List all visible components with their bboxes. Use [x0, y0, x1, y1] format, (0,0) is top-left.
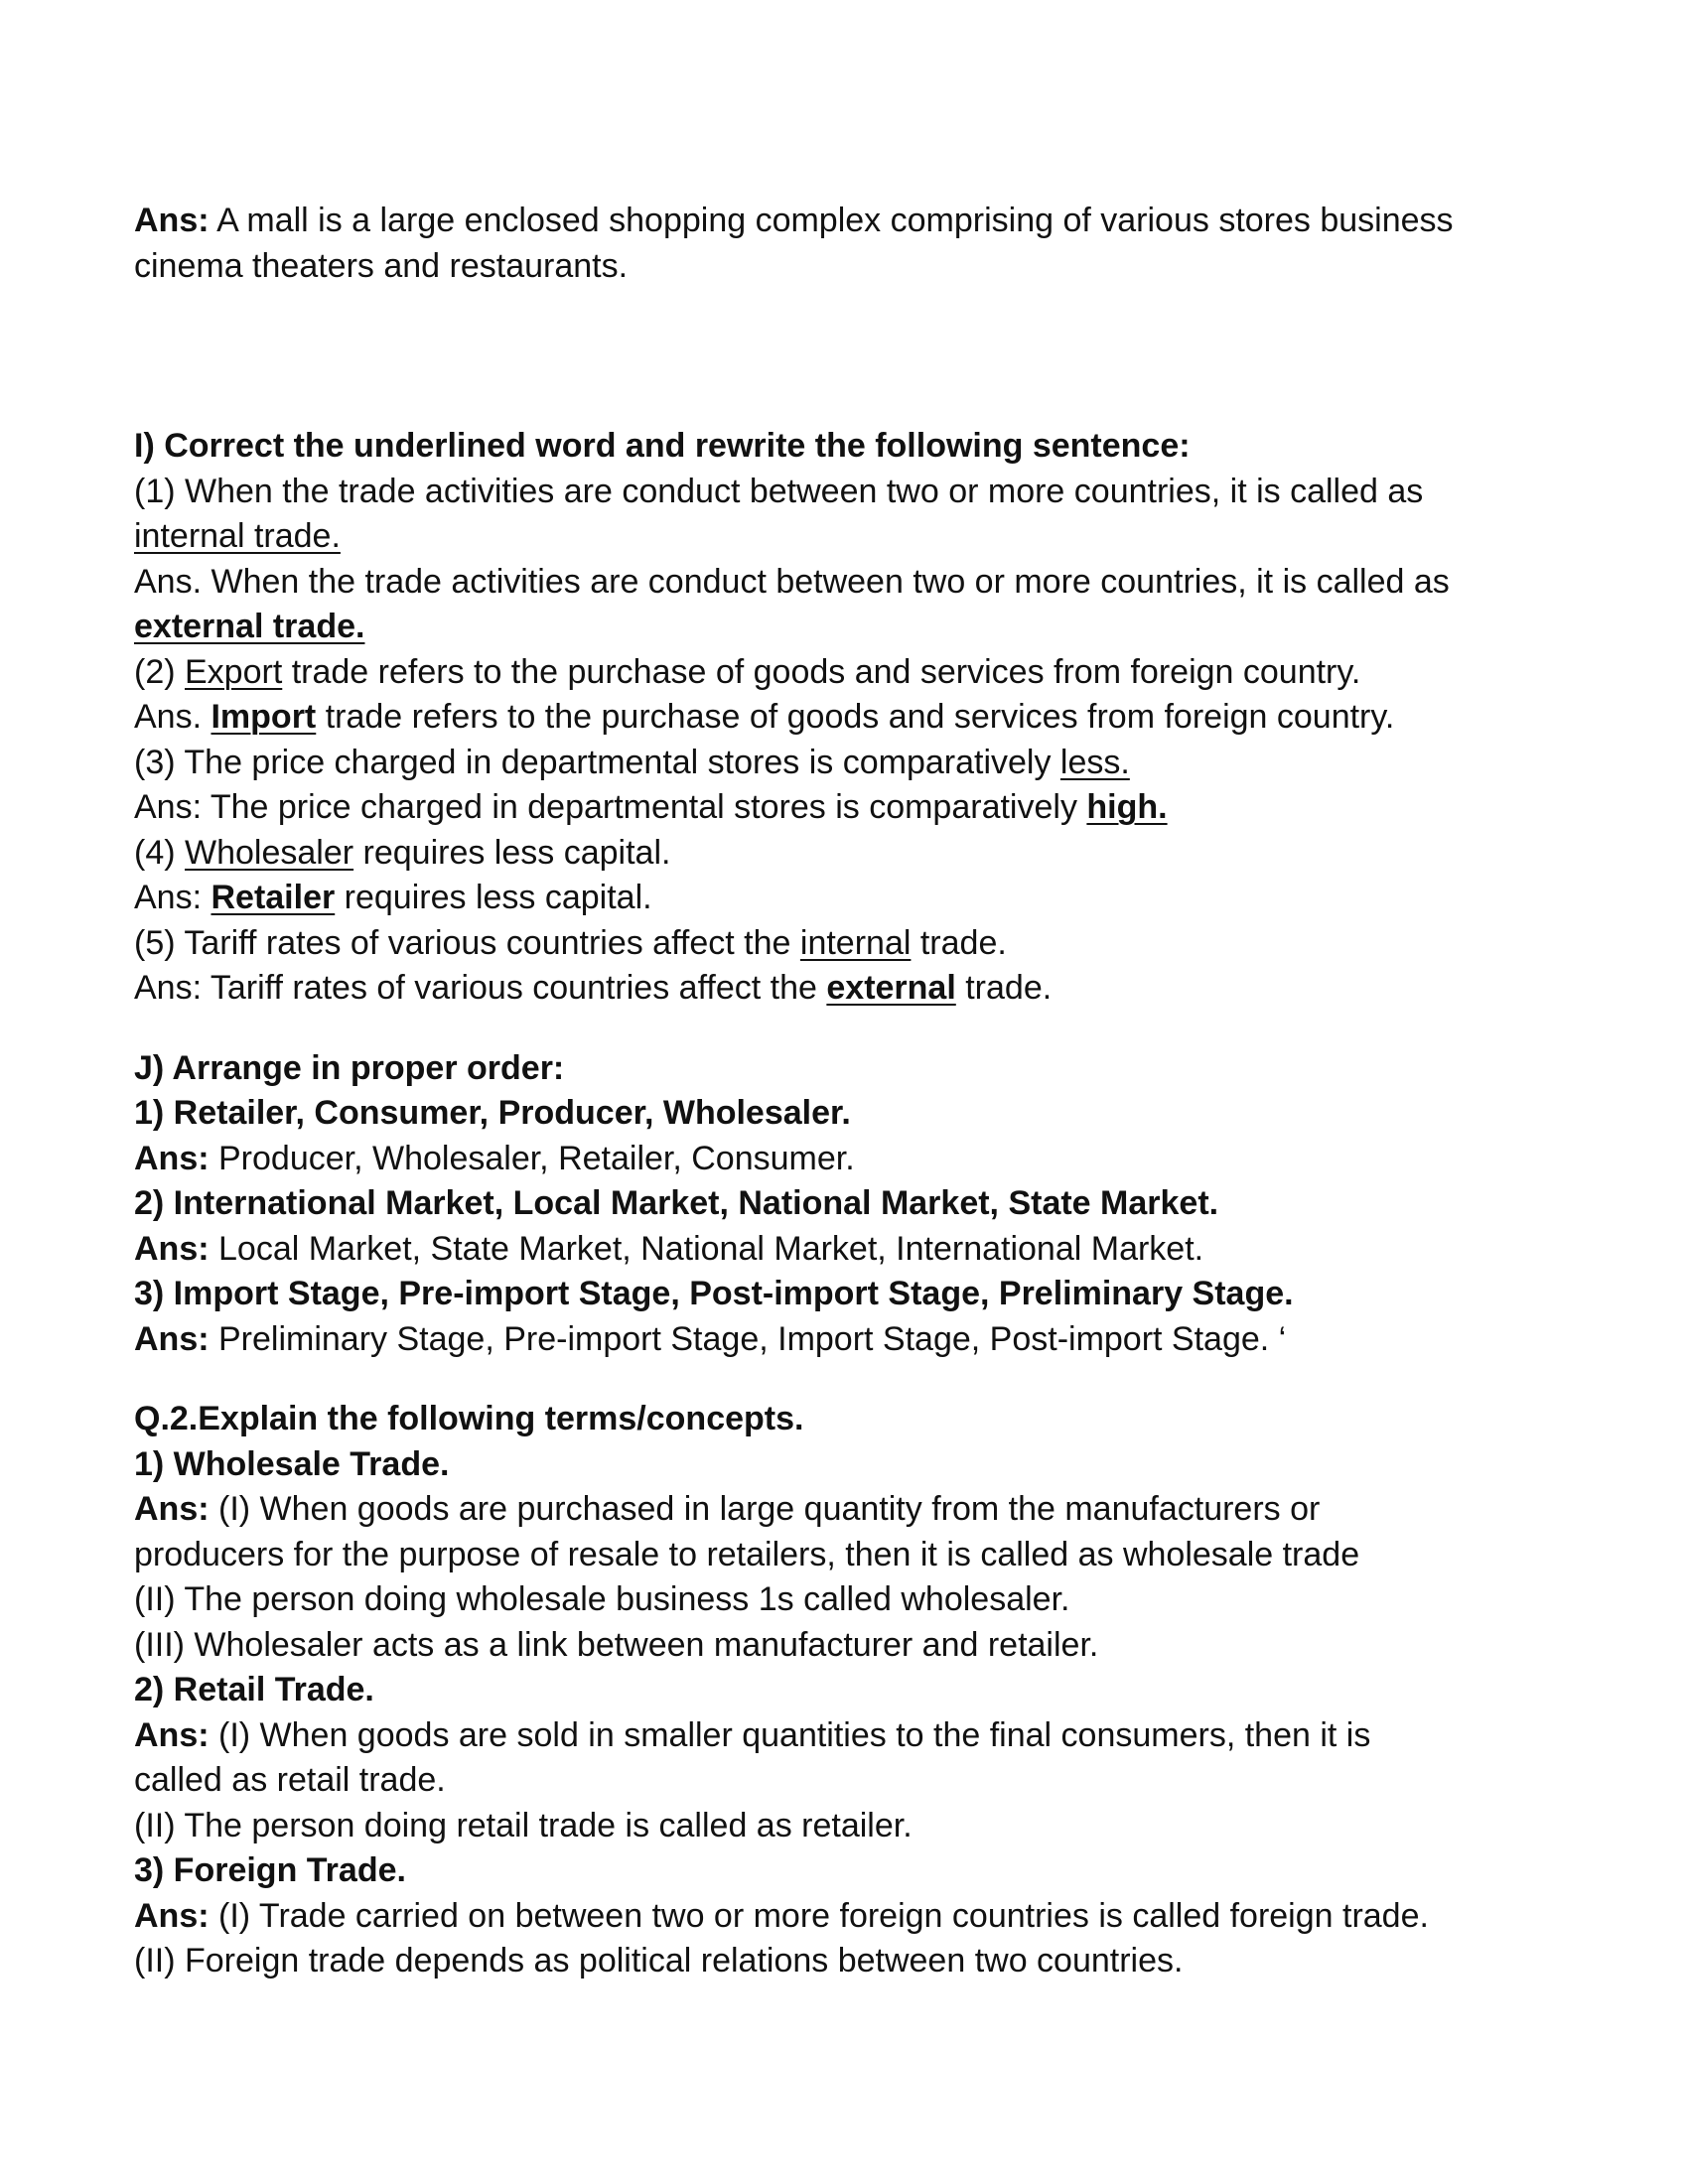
wholesale-answer-line4: (III) Wholesaler acts as a link between manufacturer and retailer.: [134, 1625, 1099, 1664]
question-3-underlined: less.: [1059, 743, 1130, 781]
arrange-answer-3: Ans: Preliminary Stage, Pre-import Stage, Import Stage, Post-import Stage. ‘: [134, 1319, 1287, 1358]
answer-5: Ans: Tariff rates of various countries affect the external trade.: [134, 969, 1053, 1007]
retail-answer-line1: Ans: (I) When goods are sold in smaller quantities to the final consumers, then it is: [134, 1715, 1371, 1754]
answer-3-corrected: high.: [1086, 788, 1168, 826]
section-j-heading: J) Arrange in proper order:: [134, 1048, 565, 1087]
section-j: [134, 1046, 1564, 1363]
question-4: (4) Wholesaler requires less capital.: [134, 833, 671, 872]
question-1-underlined: internal trade.: [134, 517, 341, 555]
section-i: [134, 424, 1564, 1012]
answer-4: Ans: Retailer requires less capital.: [134, 879, 652, 916]
intro-text-line1: A mall is a large enclosed shopping complex comprising of various stores business: [216, 202, 1454, 239]
section-i-heading: I) Correct the underlined word and rewrite the following sentence:: [134, 427, 1191, 465]
answer-1-line1: Ans. When the trade activities are conduct between two or more countries, it is called as: [134, 562, 1450, 601]
foreign-answer-line1: Ans: (I) Trade carried on between two or more foreign countries is called foreign trade.: [134, 1896, 1429, 1935]
term-wholesale-title: 1) Wholesale Trade.: [134, 1444, 450, 1483]
question-5-underlined: internal: [799, 923, 912, 962]
answer-3: Ans: The price charged in departmental stores is comparatively high.: [134, 788, 1168, 826]
arrange-answer-2: Ans: Local Market, State Market, National Market, International Market.: [134, 1229, 1204, 1268]
foreign-answer-line2: (II) Foreign trade depends as political relations between two countries.: [134, 1942, 1184, 1979]
retail-answer-line2: called as retail trade.: [134, 1761, 446, 1799]
question-1-line1: (1) When the trade activities are conduct between two or more countries, it is called as: [134, 472, 1424, 510]
question-2-section: [134, 1397, 1564, 1984]
retail-answer-line3: (II) The person doing retail trade is called as retailer.: [134, 1806, 913, 1844]
arrange-question-1: 1) Retailer, Consumer, Producer, Wholesaler.: [134, 1094, 851, 1132]
answer-4-corrected: Retailer: [211, 879, 336, 916]
answer-5-corrected: external: [826, 969, 956, 1007]
answer-1-corrected: external trade.: [134, 608, 365, 645]
arrange-question-3: 3) Import Stage, Pre-import Stage, Post-import Stage, Preliminary Stage.: [134, 1275, 1294, 1312]
intro-text-line2: cinema theaters and restaurants.: [134, 246, 629, 285]
term-foreign-title: 3) Foreign Trade.: [134, 1851, 406, 1889]
answer-2: Ans. Import trade refers to the purchase of goods and services from foreign country.: [134, 698, 1395, 736]
wholesale-answer-line1: Ans: (I) When goods are purchased in large quantity from the manufacturers or: [134, 1490, 1321, 1528]
document-page: [134, 199, 1564, 1984]
question-2: (2) Export trade refers to the purchase of goods and services from foreign country.: [134, 652, 1361, 691]
question-5: (5) Tariff rates of various countries affect the internal trade.: [134, 923, 1007, 962]
intro-answer: [134, 199, 1564, 289]
wholesale-answer-line2: producers for the purpose of resale to retailers, then it is called as wholesale trade: [134, 1535, 1360, 1573]
arrange-answer-1: Ans: Producer, Wholesaler, Retailer, Consumer.: [134, 1139, 855, 1177]
term-retail-title: 2) Retail Trade.: [134, 1671, 374, 1708]
question-4-underlined: Wholesaler: [185, 833, 354, 872]
question-2-underlined: Export: [185, 652, 283, 691]
q2-heading: Q.2.Explain the following terms/concepts.: [134, 1400, 804, 1437]
ans-label: Ans:: [134, 202, 210, 239]
question-3: (3) The price charged in departmental stores is comparatively less.: [134, 743, 1130, 781]
wholesale-answer-line3: (II) The person doing wholesale business 1s called wholesaler.: [134, 1580, 1070, 1618]
arrange-question-2: 2) International Market, Local Market, National Market, State Market.: [134, 1184, 1219, 1222]
answer-2-corrected: Import: [211, 698, 317, 736]
